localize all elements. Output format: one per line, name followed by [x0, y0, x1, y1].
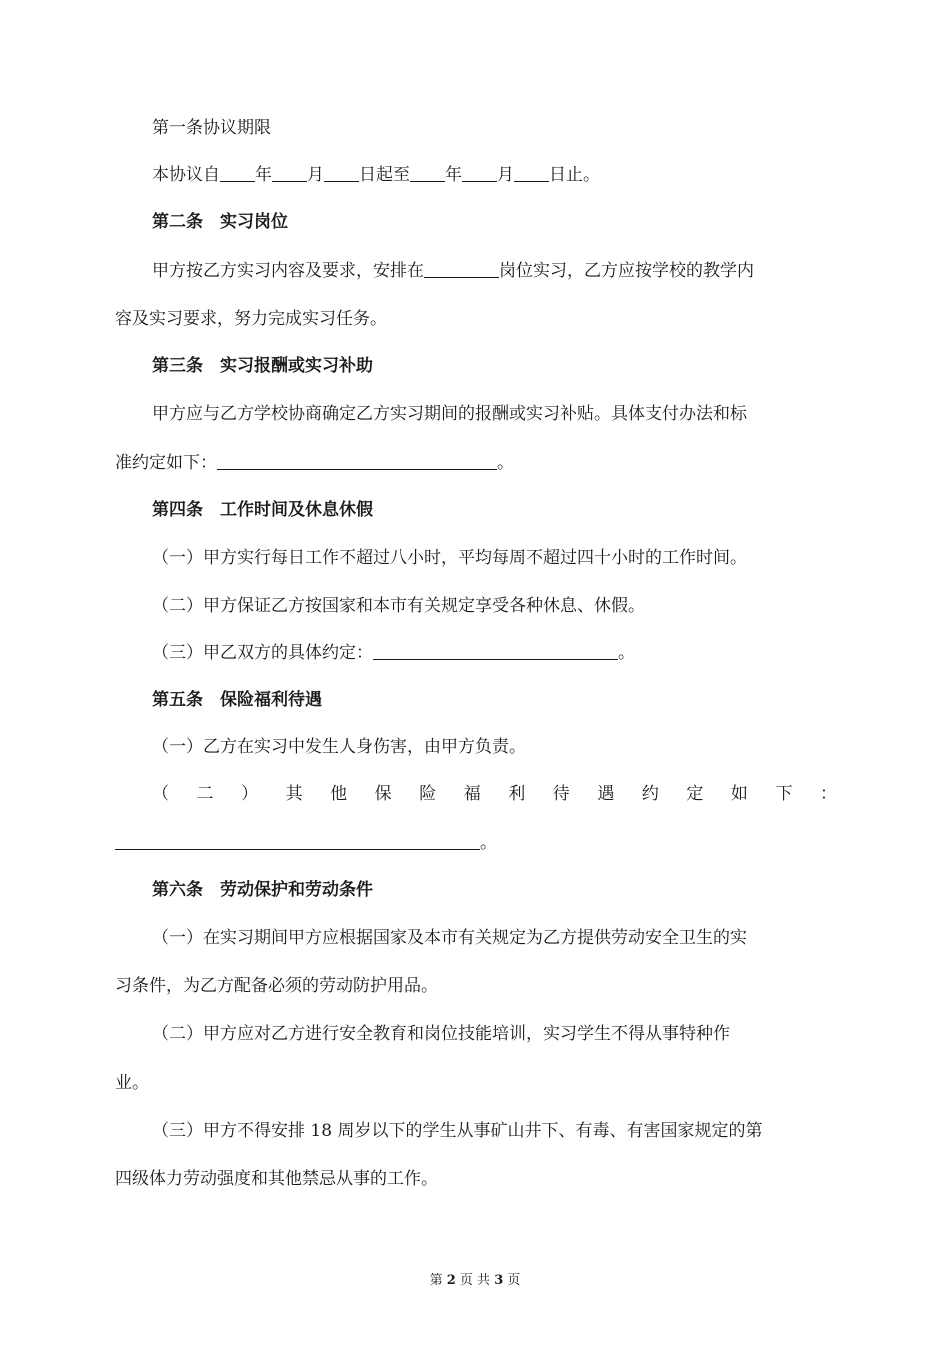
article-3-paragraph-cont: 准约定如下： 。	[115, 453, 514, 473]
article-2-paragraph-line: 甲方按乙方实习内容及要求，安排在 岗位实习，乙方应按学校的教学内	[152, 261, 754, 281]
article-6-title: 第六条 劳动保护和劳动条件	[152, 880, 373, 900]
page-total: 3	[494, 1273, 504, 1288]
blank-field[interactable]	[410, 163, 445, 182]
article-6-item-1-cont: 习条件，为乙方配备必须的劳动防护用品。	[115, 976, 438, 996]
article-4-title: 第四条 工作时间及休息休假	[152, 500, 373, 520]
blank-field[interactable]	[424, 259, 499, 278]
blank-field[interactable]	[272, 163, 307, 182]
article-5-title: 第五条 保险福利待遇	[152, 690, 322, 710]
blank-field[interactable]	[514, 163, 549, 182]
article-4-item-1: （一）甲方实行每日工作不超过八小时，平均每周不超过四十小时的工作时间。	[152, 548, 747, 568]
blank-field[interactable]	[373, 641, 618, 660]
article-6-item-2: （二）甲方应对乙方进行安全教育和岗位技能培训，实习学生不得从事特种作	[152, 1024, 730, 1044]
article-5-item-2-cont: 。	[115, 831, 837, 855]
article-4-item-3: （三）甲乙双方的具体约定： 。	[152, 643, 635, 663]
page-number: 2	[446, 1273, 456, 1288]
blank-field[interactable]	[217, 451, 497, 470]
blank-field[interactable]	[115, 831, 480, 850]
article-4-item-2: （二）甲方保证乙方按国家和本市有关规定享受各种休息、休假。	[152, 596, 645, 616]
article-5-item-2: （ 二 ） 其 他 保 险 福 利 待 遇 约 定 如 下 ：	[152, 784, 837, 804]
blank-field[interactable]	[324, 163, 359, 182]
article-6-item-2-cont: 业。	[115, 1073, 149, 1093]
article-3-paragraph-line: 甲方应与乙方学校协商确定乙方实习期间的报酬或实习补贴。具体支付办法和标	[152, 404, 747, 424]
article-3-title: 第三条 实习报酬或实习补助	[152, 356, 373, 376]
blank-field[interactable]	[220, 163, 255, 182]
article-6-item-3-cont: 四级体力劳动强度和其他禁忌从事的工作。	[115, 1169, 438, 1189]
article-1-title: 第一条协议期限	[152, 118, 271, 138]
blank-field[interactable]	[462, 163, 497, 182]
article-5-item-1: （一）乙方在实习中发生人身伤害，由甲方负责。	[152, 737, 526, 757]
article-1-date-line: 本协议自 年 月 日起至 年 月 日止。	[152, 165, 600, 185]
article-2-title: 第二条 实习岗位	[152, 212, 288, 232]
page-footer: 第 2 页 共 3 页	[429, 1273, 521, 1288]
article-6-item-3: （三）甲方不得安排 18 周岁以下的学生从事矿山井下、有毒、有害国家规定的第	[152, 1121, 763, 1141]
article-2-paragraph-cont: 容及实习要求，努力完成实习任务。	[115, 309, 387, 329]
article-6-item-1: （一）在实习期间甲方应根据国家及本市有关规定为乙方提供劳动安全卫生的实	[152, 928, 747, 948]
